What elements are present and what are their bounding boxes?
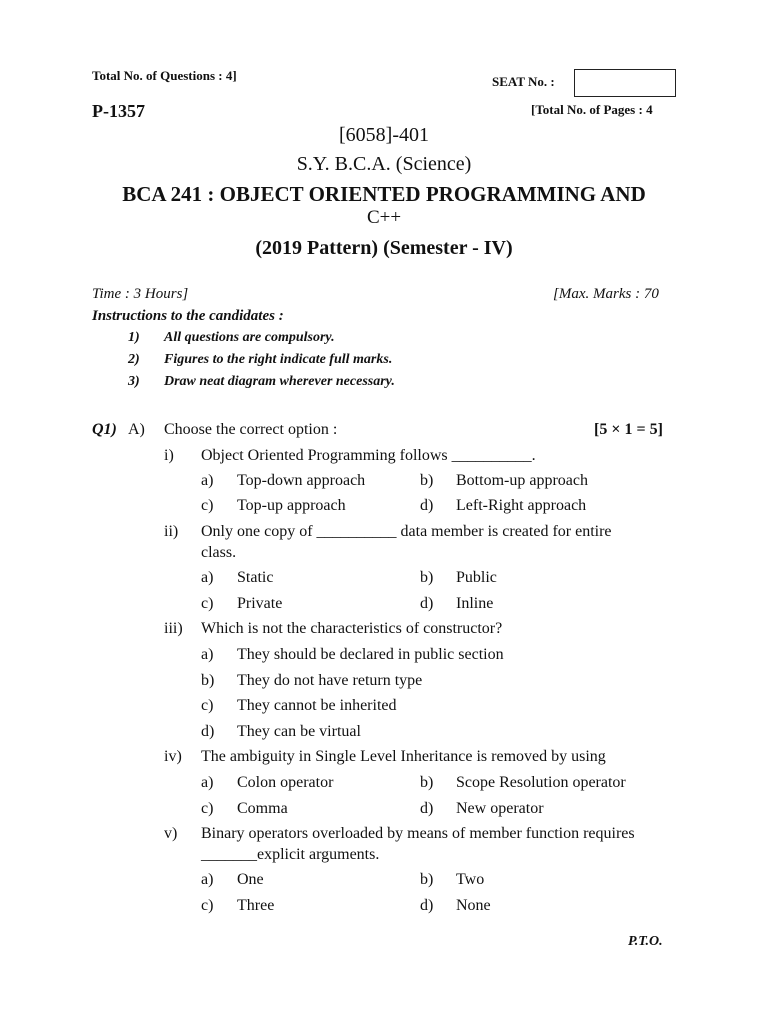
option-text: Two	[456, 871, 485, 888]
question-marks: [5 × 1 = 5]	[594, 421, 663, 438]
option-letter: c)	[201, 697, 214, 714]
item-number: ii)	[164, 523, 179, 540]
option-letter: c)	[201, 800, 214, 817]
max-marks: [Max. Marks : 70	[553, 286, 659, 302]
subject-title-line2: C++	[366, 207, 402, 228]
item-question-cont: class.	[201, 544, 237, 561]
option-text: Inline	[456, 595, 494, 612]
option-text: New operator	[456, 800, 544, 817]
pattern-title: (2019 Pattern) (Semester - IV)	[255, 237, 513, 259]
subject-title-line1: BCA 241 : OBJECT ORIENTED PROGRAMMING AND	[122, 182, 646, 206]
option-text: They do not have return type	[237, 672, 423, 689]
option-letter: a)	[201, 646, 214, 663]
time-label: Time : 3 Hours]	[92, 286, 189, 302]
option-text: Static	[237, 569, 274, 586]
option-letter: b)	[420, 774, 434, 791]
instruction-text: Draw neat diagram wherever necessary.	[164, 374, 395, 389]
question-label: Q1)	[92, 421, 117, 438]
option-letter: d)	[201, 723, 215, 740]
option-text: They can be virtual	[237, 723, 361, 740]
option-text: Left-Right approach	[456, 497, 587, 514]
total-questions: Total No. of Questions : 4]	[92, 68, 237, 83]
option-letter: c)	[201, 497, 214, 514]
option-text: They cannot be inherited	[237, 697, 397, 714]
item-question: Object Oriented Programming follows __________.	[201, 447, 536, 464]
item-question: Binary operators overloaded by means of member function requires	[201, 825, 635, 842]
option-text: Private	[237, 595, 283, 612]
instruction-text: All questions are compulsory.	[164, 330, 335, 345]
option-letter: c)	[201, 595, 214, 612]
option-text: Three	[237, 897, 275, 914]
option-letter: a)	[201, 871, 214, 888]
item-question-cont: _______explicit arguments.	[201, 846, 380, 863]
item-number: v)	[164, 825, 178, 842]
question-prompt: Choose the correct option :	[164, 421, 338, 438]
option-text: Bottom-up approach	[456, 472, 588, 489]
instructions-title: Instructions to the candidates :	[92, 308, 284, 324]
option-text: None	[456, 897, 491, 914]
option-letter: c)	[201, 897, 214, 914]
option-letter: a)	[201, 472, 214, 489]
option-letter: d)	[420, 595, 434, 612]
option-text: Colon operator	[237, 774, 334, 791]
option-text: One	[237, 871, 264, 888]
option-text: Public	[456, 569, 497, 586]
item-number: iv)	[164, 748, 182, 765]
total-pages: [Total No. of Pages : 4	[531, 102, 653, 117]
option-letter: a)	[201, 774, 214, 791]
option-letter: b)	[420, 472, 434, 489]
option-text: Top-down approach	[237, 472, 366, 489]
item-question: The ambiguity in Single Level Inheritance is removed by using	[201, 748, 606, 765]
instruction-num: 2)	[128, 352, 140, 367]
option-letter: b)	[201, 672, 215, 689]
instruction-text: Figures to the right indicate full marks.	[164, 352, 393, 367]
option-letter: a)	[201, 569, 214, 586]
item-number: i)	[164, 447, 174, 464]
option-letter: b)	[420, 569, 434, 586]
question-part: A)	[128, 421, 145, 438]
option-text: Comma	[237, 800, 288, 817]
option-text: They should be declared in public section	[237, 646, 504, 663]
item-question: Only one copy of __________ data member is created for entire	[201, 523, 612, 540]
option-letter: d)	[420, 800, 434, 817]
option-letter: d)	[420, 497, 434, 514]
seat-label: SEAT No. :	[492, 74, 555, 89]
option-letter: d)	[420, 897, 434, 914]
option-text: Top-up approach	[237, 497, 346, 514]
instruction-num: 1)	[128, 330, 140, 345]
exam-code: [6058]-401	[339, 124, 429, 146]
instruction-num: 3)	[128, 374, 140, 389]
option-letter: b)	[420, 871, 434, 888]
seat-number-box	[574, 69, 676, 97]
option-text: Scope Resolution operator	[456, 774, 626, 791]
course-title: S.Y. B.C.A. (Science)	[296, 153, 472, 175]
pto-label: P.T.O.	[628, 934, 663, 949]
paper-code: P-1357	[92, 101, 145, 121]
item-question: Which is not the characteristics of constructor?	[201, 620, 503, 637]
item-number: iii)	[164, 620, 183, 637]
